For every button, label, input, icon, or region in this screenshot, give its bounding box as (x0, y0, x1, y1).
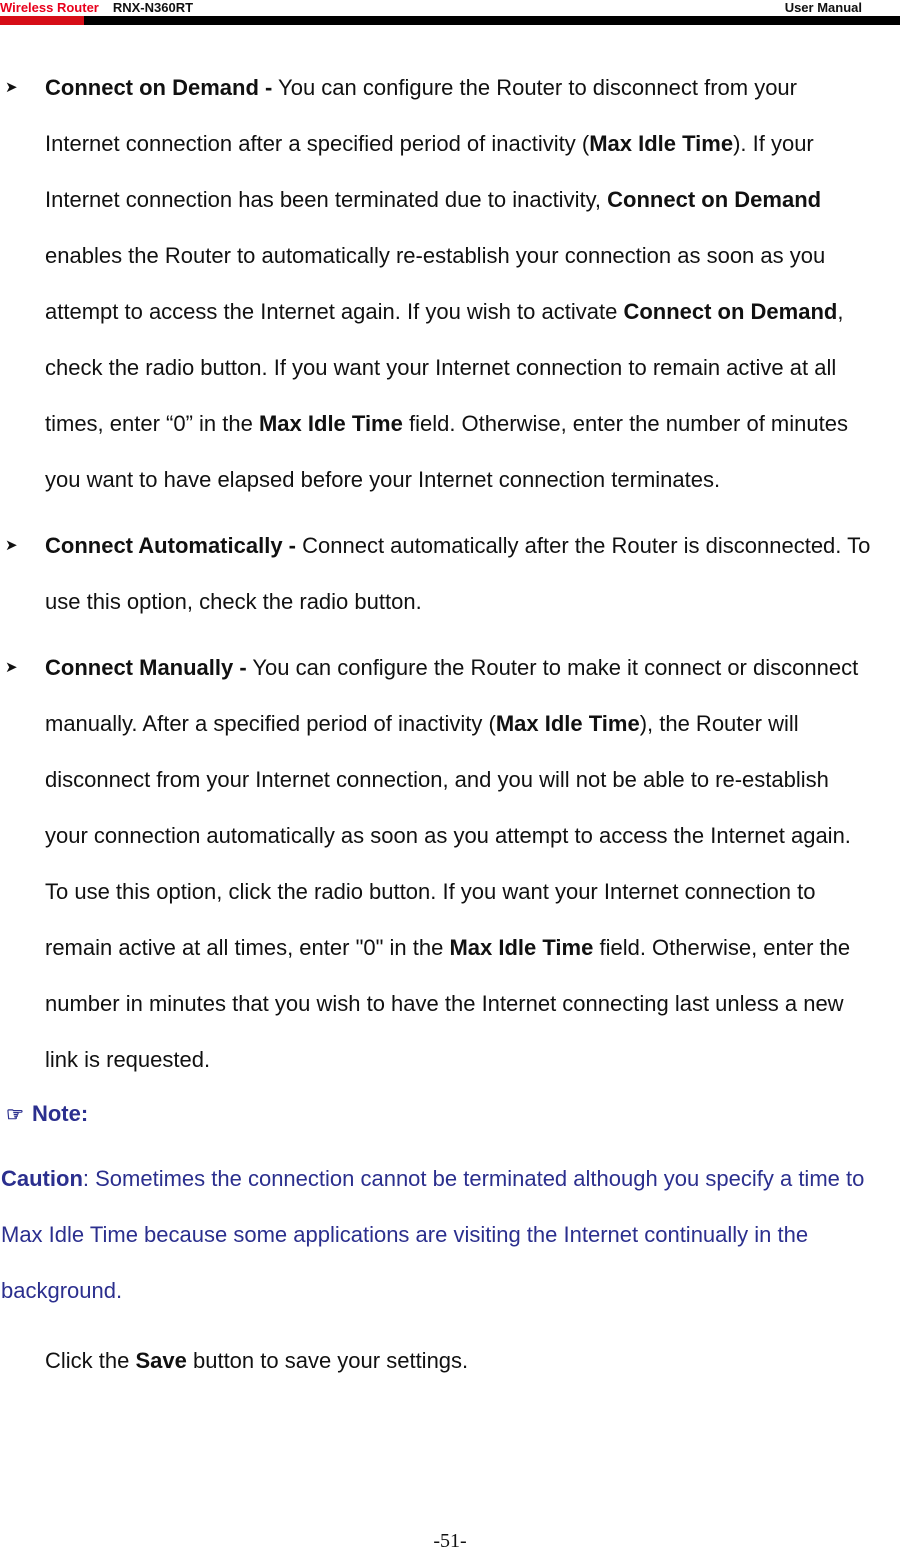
item-text-part: field. Otherwise, enter the number in minutes that you wish to have the Internet connecting last unless a new link is requested. (45, 935, 851, 1072)
item-bold-term: Max Idle Time (495, 711, 640, 736)
spacer (0, 508, 900, 518)
item-text-part: You can configure the Router to make it connect or disconnect manually. After a specified period of inactivity ( (45, 655, 859, 736)
item-text-part: , check the radio button. If you want your Internet connection to remain active at all times, enter “0” in the (45, 299, 844, 436)
header-model: RNX-N360RT (112, 0, 194, 15)
save-instruction (45, 1333, 900, 1389)
item-text-part: enables the Router to automatically re-establish your connection as soon as you attempt to access the Internet again. If you wish to activate (45, 243, 826, 324)
item-title: Connect Automatically - (45, 533, 296, 558)
list-item-connect-automatically (0, 518, 875, 630)
item-text-part: Connect automatically after the Router is disconnected. To use this option, check the radio button. (45, 533, 871, 614)
save-term: Save (135, 1348, 187, 1373)
item-text (45, 518, 875, 630)
item-bold-term: Max Idle Time (449, 935, 594, 960)
item-text-part: field. Otherwise, enter the number of minutes you want to have elapsed before your Internet connection terminates. (45, 411, 848, 492)
caution-label: Caution (1, 1166, 83, 1191)
item-bold-term: Max Idle Time (258, 411, 403, 436)
save-text-part: Click the (45, 1348, 136, 1373)
pointing-hand-icon: ☞ (6, 1104, 24, 1126)
caution-text (0, 1151, 881, 1319)
item-text-part: ), the Router will disconnect from your Internet connection, and you will not be able to re-establish your connection automatically as soon as you attempt to access the Internet again. To use this option, click the radio button. If you want your Internet connection to remain active at all times, enter "0" in the (45, 711, 851, 960)
page-header (0, 0, 900, 26)
arrow-bullet-icon: ➤ (5, 79, 18, 96)
save-text-part: button to save your settings. (186, 1348, 469, 1373)
item-bold-term: Connect on Demand (607, 187, 822, 212)
page-number: -51- (433, 1530, 467, 1552)
header-left (0, 0, 193, 15)
header-rule (0, 16, 900, 25)
spacer (0, 630, 900, 640)
note-label: Note: (31, 1101, 89, 1126)
list-item-connect-on-demand (0, 60, 875, 508)
header-manual: User Manual (784, 0, 862, 15)
list-item-connect-manually (0, 640, 875, 1088)
item-bold-term: Max Idle Time (589, 131, 734, 156)
item-title: Connect on Demand - (45, 75, 273, 100)
item-title: Connect Manually - (45, 655, 247, 680)
header-rule-accent (0, 16, 84, 25)
caution-body: : Sometimes the connection cannot be terminated although you specify a time to Max Idle Time because some applications are visiting the Internet continually in the background. (1, 1166, 865, 1303)
item-text (45, 640, 875, 1088)
item-bold-term: Connect on Demand (623, 299, 838, 324)
item-text-part: You can configure the Router to disconnect from your Internet connection after a specified period of inactivity ( (45, 75, 797, 156)
arrow-bullet-icon: ➤ (5, 537, 18, 554)
arrow-bullet-icon: ➤ (5, 659, 18, 676)
item-text (45, 60, 875, 508)
note-heading (0, 1086, 900, 1143)
header-brand: Wireless Router (0, 0, 99, 15)
page-content (0, 60, 900, 1389)
item-text-part: ). If your Internet connection has been terminated due to inactivity, (45, 131, 814, 212)
